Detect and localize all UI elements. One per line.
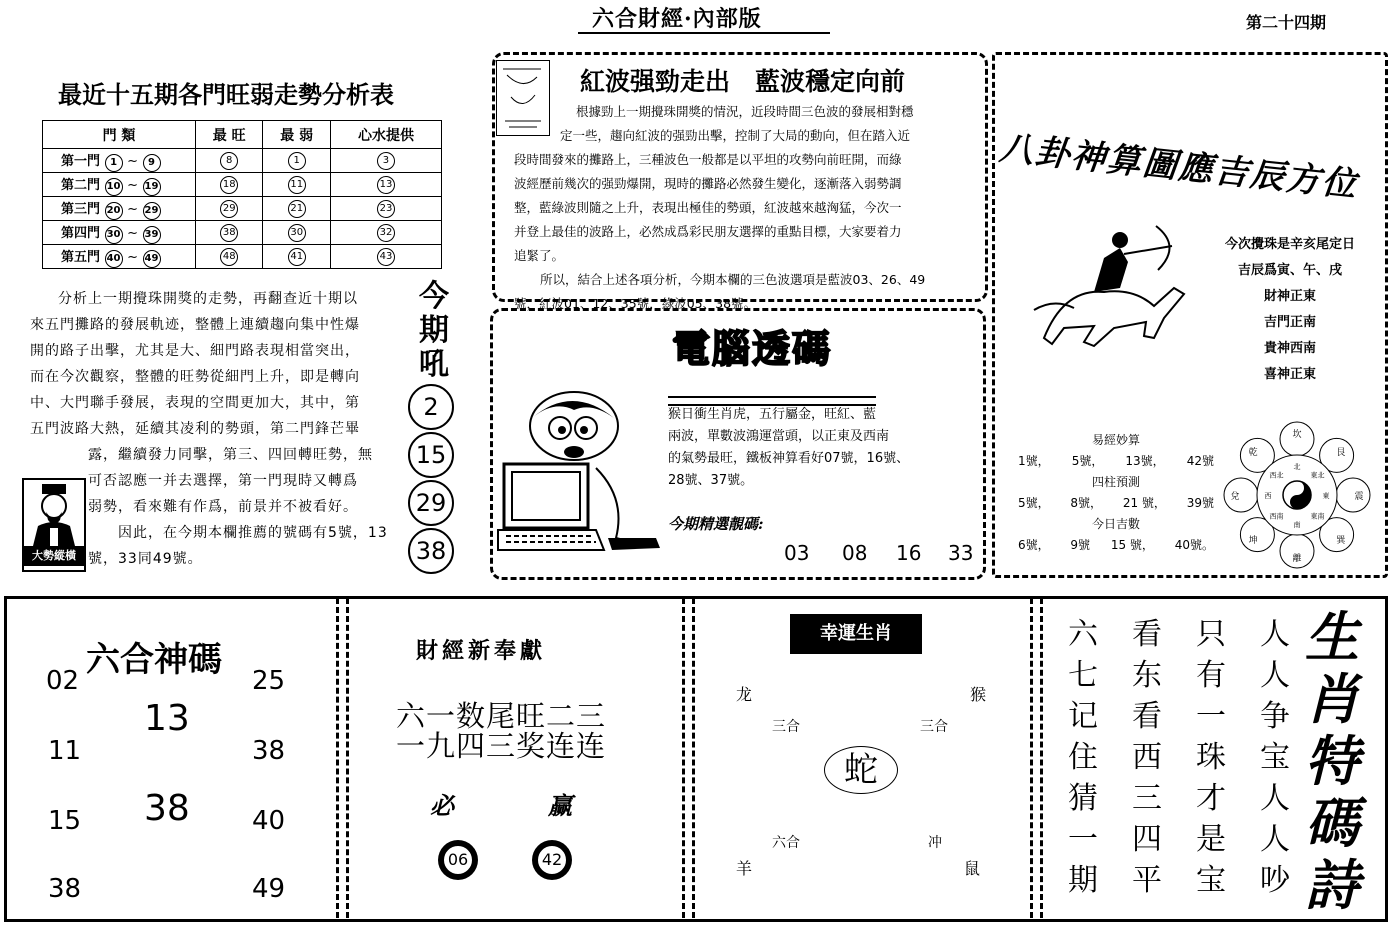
tip-value: 13 xyxy=(377,176,395,194)
tip-value: 3 xyxy=(377,152,395,170)
min-value: 41 xyxy=(288,248,306,266)
liuhe-number: 49 xyxy=(252,874,286,904)
liuhe-number: 38 xyxy=(252,736,286,766)
max-value: 18 xyxy=(220,176,238,194)
info-line: 吉門正南 xyxy=(1263,315,1316,330)
wheel-trigram-label: 震 xyxy=(1354,492,1364,502)
computer-body xyxy=(668,404,968,492)
wave-body xyxy=(514,100,988,316)
jishu-number: 15 號， xyxy=(1110,538,1154,552)
tip-cell xyxy=(330,173,441,197)
divider xyxy=(336,598,339,918)
bagua-numbers xyxy=(1018,430,1214,556)
analysis-line: 弱勢，看來難有作爲，前景并不被看好。 xyxy=(88,499,358,515)
liuhe-number: 38 xyxy=(48,874,82,904)
range-from: 30 xyxy=(105,226,123,244)
trend-row xyxy=(43,221,442,245)
poem-column: 人人争宝人人吵 xyxy=(1260,617,1290,898)
range-sep: ~ xyxy=(127,177,138,193)
trend-table xyxy=(42,120,442,269)
max-value: 48 xyxy=(220,248,238,266)
computer-line: 的氣勢最旺，鐵板神算看好07號，16號、 xyxy=(668,451,910,466)
info-line: 今次攪珠是辛亥尾定日 xyxy=(1224,237,1355,252)
divider xyxy=(346,598,349,918)
gate-cell xyxy=(43,221,196,245)
analysis-line: 而在今次觀察，整體的旺勢從細門上升，即是轉向 xyxy=(30,369,360,385)
trend-header-row xyxy=(43,121,442,149)
range-sep: ~ xyxy=(127,201,138,217)
tribute-bi: 必 xyxy=(430,791,454,820)
tip-value: 32 xyxy=(377,224,395,242)
min-value: 11 xyxy=(288,176,306,194)
lucky-ball xyxy=(438,840,478,880)
tip-value: 43 xyxy=(377,248,395,266)
label-liuhe: 六合 xyxy=(772,835,800,851)
max-cell xyxy=(196,173,263,197)
computer-title: 電腦透碼 xyxy=(672,326,833,371)
wheel-trigram-label: 坎 xyxy=(1292,430,1302,440)
jishu-title: 今日吉數 xyxy=(1091,517,1140,531)
roar-number: 15 xyxy=(408,432,454,478)
poem-column: 只有一珠才是宝 xyxy=(1196,617,1226,898)
bagua-wheel-icon xyxy=(1212,420,1382,570)
tip-cell xyxy=(330,149,441,173)
zodiac-center-oval xyxy=(824,746,898,794)
max-value: 38 xyxy=(220,224,238,242)
divider xyxy=(1030,598,1033,918)
wheel-direction-label: 東南 xyxy=(1310,512,1325,521)
pick-label: 今期精選靚碼: xyxy=(668,515,764,533)
range-from: 10 xyxy=(105,178,123,196)
wheel-direction-label: 北 xyxy=(1293,463,1301,471)
tip-cell xyxy=(330,245,441,269)
analysis-line: 開的路子出擊，尤其是大、細門路表現相當突出， xyxy=(30,343,360,359)
analysis-line: 可否認應一并去選擇，第一門現時又轉爲 xyxy=(88,473,358,489)
tribute-ying: 赢 xyxy=(548,791,572,820)
wheel-direction-label: 西 xyxy=(1264,492,1272,500)
liuhe-number: 15 xyxy=(48,806,82,836)
bagua-title: 八卦神算圖應吉辰方位 xyxy=(997,128,1360,206)
zodiac-sheep: 羊 xyxy=(736,859,753,878)
archer-horse-icon xyxy=(1024,218,1194,358)
wave-line: 定一些，趨向紅波的强勁出擊，控制了大局的動向，但在踏入近 xyxy=(560,128,911,143)
tribute-line1: 六一数尾旺二三 xyxy=(396,699,607,733)
bagua-wheel xyxy=(1212,420,1382,570)
yijing-row xyxy=(1018,451,1214,472)
col-min: 最 弱 xyxy=(263,121,330,149)
divider xyxy=(1040,598,1043,918)
lucky-title: 幸運生肖 xyxy=(790,614,922,654)
cartoon-computer-icon xyxy=(496,388,666,560)
zodiac-snake: 蛇 xyxy=(844,750,878,790)
analysis-line: 露，繼續發力同擊，第三、四回轉旺勢，無 xyxy=(88,447,373,463)
wheel-trigram-label: 離 xyxy=(1292,554,1302,564)
wheel-direction-label: 西南 xyxy=(1269,512,1284,521)
range-to: 39 xyxy=(143,226,161,244)
range-to: 9 xyxy=(143,154,161,172)
label-sanhe: 三合 xyxy=(772,719,800,735)
roar-number: 29 xyxy=(408,480,454,526)
wheel-trigram-label: 艮 xyxy=(1336,448,1346,459)
yijing-title: 易經妙算 xyxy=(1091,433,1140,447)
label-chong: 冲 xyxy=(928,835,942,851)
max-cell xyxy=(196,245,263,269)
trend-row xyxy=(43,149,442,173)
label-sanhe: 三合 xyxy=(920,719,948,735)
trend-row xyxy=(43,173,442,197)
jishu-number: 40號。 xyxy=(1174,538,1214,552)
wheel-petal xyxy=(1336,478,1370,512)
max-cell xyxy=(196,197,263,221)
zodiac-monkey: 猴 xyxy=(970,685,987,704)
tribute-title: 財經新奉獻 xyxy=(416,638,547,664)
wave-line: 號，紅波01、12、35號，綠波05、38號。 xyxy=(514,296,757,311)
range-to: 29 xyxy=(143,202,161,220)
divider xyxy=(682,598,685,918)
col-tip: 心水提供 xyxy=(330,121,441,149)
gate-name: 第三門 xyxy=(61,201,101,217)
tip-value: 23 xyxy=(377,200,395,218)
wave-line: 整，藍綠波則隨之上升，表現出極佳的勢頭，紅波越來越洶猛，今次一 xyxy=(514,200,902,215)
roar-number: 38 xyxy=(408,528,454,574)
analysis-line: 因此，在今期本欄推薦的號碼有5號，13 xyxy=(118,525,388,541)
wave-line: 所以，結合上述各項分析，今期本欄的三色波選項是藍波03、26、49 xyxy=(540,272,926,287)
gate-name: 第二門 xyxy=(61,177,101,193)
analysis-line: 中、大門聯手發展，表現的空間更加大，其中，第 xyxy=(30,395,360,411)
wheel-direction-label: 東 xyxy=(1322,492,1330,500)
sizhu-number: 5號， xyxy=(1018,496,1050,510)
max-value: 8 xyxy=(220,152,238,170)
range-sep: ~ xyxy=(127,153,138,169)
wheel-petal xyxy=(1224,478,1258,512)
gate-cell xyxy=(43,173,196,197)
wheel-trigram-label: 兌 xyxy=(1230,492,1240,502)
wheel-trigram-label: 巽 xyxy=(1336,535,1346,546)
range-from: 40 xyxy=(105,250,123,268)
min-cell xyxy=(263,149,330,173)
issue-number: 第二十四期 xyxy=(1246,13,1327,32)
jishu-row xyxy=(1018,535,1214,556)
trend-row xyxy=(43,245,442,269)
masthead-underline xyxy=(578,32,830,34)
pick-number: 16 xyxy=(896,541,922,565)
trend-analysis xyxy=(30,286,410,572)
liuhe-number: 40 xyxy=(252,806,286,836)
wave-line: 段時間發來的攤路上，三種波色一般都是以平坦的攻勢向前旺開，而綠 xyxy=(514,152,902,167)
portrait-caption: 大勢縱橫 xyxy=(24,546,84,566)
min-value: 30 xyxy=(288,224,306,242)
zodiac-rat: 鼠 xyxy=(964,859,981,878)
gate-name: 第五門 xyxy=(61,249,101,265)
wheel-trigram-label: 坤 xyxy=(1248,535,1258,546)
bagua-info xyxy=(1200,232,1380,388)
info-line: 財神正東 xyxy=(1263,289,1316,304)
info-line: 吉辰爲寅、午、戌 xyxy=(1237,263,1342,278)
range-to: 49 xyxy=(143,250,161,268)
min-cell xyxy=(263,197,330,221)
wave-title: 紅波强勁走出 藍波穩定向前 xyxy=(580,67,906,96)
gate-cell xyxy=(43,245,196,269)
wave-line: 并登上最佳的波路上，必然成爲彩民朋友選擇的重點目標，大家要着力 xyxy=(514,224,902,239)
liuhe-number: 11 xyxy=(48,736,82,766)
analysis-line: 來五門攤路的發展軌迹，整體上連續趨向集中性爆 xyxy=(30,317,360,333)
wave-line: 根據勁上一期攪珠開獎的情況，近段時間三色波的發展相對穩 xyxy=(576,104,914,119)
min-value: 1 xyxy=(288,152,306,170)
col-gate: 門 類 xyxy=(43,121,196,149)
max-cell xyxy=(196,221,263,245)
sage-figure-icon xyxy=(24,480,84,550)
max-value: 29 xyxy=(220,200,238,218)
wave-line: 追緊了。 xyxy=(514,248,565,263)
lucky-ball xyxy=(532,840,572,880)
range-from: 20 xyxy=(105,202,123,220)
poem-title: 生肖特碼詩 xyxy=(1305,605,1359,917)
pick-number: 08 xyxy=(842,541,868,565)
min-cell xyxy=(263,221,330,245)
poem-column: 六七记住猜一期 xyxy=(1068,617,1098,898)
wave-line: 波經歷前幾次的强勁爆開，現時的攤路必然發生變化，逐漸落入弱勢調 xyxy=(514,176,902,191)
tip-cell xyxy=(330,197,441,221)
range-sep: ~ xyxy=(127,249,138,265)
sizhu-number: 21 號， xyxy=(1122,496,1166,510)
range-sep: ~ xyxy=(127,225,138,241)
computer-line: 兩波，單數波鴻運當頭，以正東及西南 xyxy=(668,429,890,444)
gate-cell xyxy=(43,197,196,221)
info-line: 貴神西南 xyxy=(1263,341,1316,356)
liuhe-number: 13 xyxy=(144,698,190,739)
analysis-line: 分析上一期攪珠開獎的走勢，再翻查近十期以 xyxy=(58,291,358,307)
divider xyxy=(692,598,695,918)
liuhe-number: 38 xyxy=(144,788,190,829)
sizhu-title: 四柱預測 xyxy=(1091,475,1140,489)
gate-name: 第四門 xyxy=(61,225,101,241)
archer-illustration xyxy=(1024,218,1194,358)
sizhu-row xyxy=(1018,493,1214,514)
liuhe-number: 25 xyxy=(252,666,286,696)
max-cell xyxy=(196,149,263,173)
min-cell xyxy=(263,173,330,197)
yijing-number: 42號 xyxy=(1186,454,1214,468)
wheel-trigram-label: 乾 xyxy=(1248,448,1258,459)
wheel-direction-label: 西北 xyxy=(1269,471,1284,480)
roar-title: 今期吼 xyxy=(419,279,449,382)
yijing-number: 1號， xyxy=(1018,454,1050,468)
pick-number: 03 xyxy=(784,541,810,565)
computer-cartoon xyxy=(496,388,666,560)
wheel-direction-label: 南 xyxy=(1293,521,1301,529)
range-from: 1 xyxy=(105,154,123,172)
liuhe-number: 02 xyxy=(46,666,80,696)
jishu-number: 9號 xyxy=(1070,538,1091,552)
ball-number: 42 xyxy=(536,844,568,876)
tip-cell xyxy=(330,221,441,245)
yijing-number: 13號， xyxy=(1125,454,1165,468)
info-line: 喜神正東 xyxy=(1263,367,1316,382)
gate-name: 第一門 xyxy=(61,153,101,169)
trend-title: 最近十五期各門旺弱走勢分析表 xyxy=(58,80,394,109)
analysis-line: 五門波路大熱，延續其凌利的勢頭，第二門鋒芒畢 xyxy=(30,421,360,437)
pick-number: 33 xyxy=(948,541,974,565)
roar-number: 2 xyxy=(408,384,454,430)
ball-number: 06 xyxy=(442,844,474,876)
tribute-line2: 一九四三奖连连 xyxy=(396,729,607,763)
zodiac-dragon: 龙 xyxy=(736,685,753,704)
computer-line: 猴日衝生肖虎，五行屬金，旺紅、藍 xyxy=(668,407,877,422)
sage-portrait xyxy=(22,478,86,572)
jishu-number: 6號， xyxy=(1018,538,1050,552)
sizhu-number: 8號， xyxy=(1070,496,1103,510)
range-to: 19 xyxy=(143,178,161,196)
min-cell xyxy=(263,245,330,269)
yijing-number: 5號， xyxy=(1071,454,1104,468)
liuhe-title: 六合神碼 xyxy=(86,640,222,680)
col-max: 最 旺 xyxy=(196,121,263,149)
masthead: 六合財經·內部版 xyxy=(592,6,762,32)
poem-column: 看东看西三四平 xyxy=(1132,617,1162,898)
wheel-direction-label: 東北 xyxy=(1310,471,1325,480)
min-value: 21 xyxy=(288,200,306,218)
sizhu-number: 39號 xyxy=(1186,496,1214,510)
analysis-line: 號，33同49號。 xyxy=(88,551,203,567)
computer-line: 28號、37號。 xyxy=(668,473,754,488)
gate-cell xyxy=(43,149,196,173)
trend-row xyxy=(43,197,442,221)
